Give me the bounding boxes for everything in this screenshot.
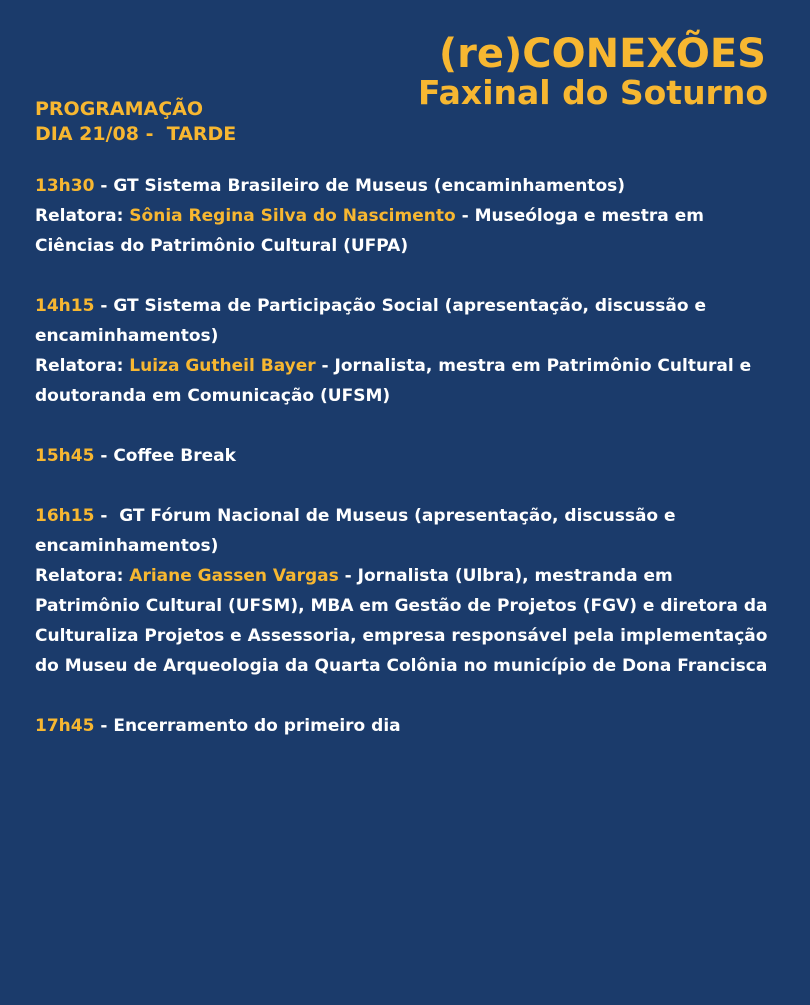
entry-title-line: [35, 441, 775, 471]
entry-person-separator: -: [455, 206, 475, 226]
entry-title: GT Fórum Nacional de Museus (apresentação, discussão e encaminhamentos): [35, 506, 676, 556]
schedule-entry-1415: [35, 291, 775, 411]
event-location: Faxinal do Soturno: [418, 73, 768, 112]
entry-person: Ariane Gassen Vargas: [129, 566, 339, 586]
entry-separator: -: [94, 296, 114, 316]
event-title: (re)CONEXÕES: [438, 31, 766, 77]
schedule-entry-1745: [35, 711, 775, 741]
entry-title: GT Sistema Brasileiro de Museus (encaminhamentos): [113, 176, 626, 196]
day-label: DIA 21/08 - TARDE: [35, 123, 237, 145]
entry-separator: -: [94, 506, 120, 526]
entry-role: Relatora:: [35, 206, 130, 226]
entry-title: Coffee Break: [113, 446, 236, 466]
program-label: PROGRAMAÇÃO: [35, 98, 204, 120]
entry-rapporteur-line: [35, 201, 775, 261]
schedule-list: [35, 171, 775, 771]
entry-person-separator: -: [338, 566, 358, 586]
entry-title-line: [35, 711, 775, 741]
entry-rapporteur-line: [35, 351, 775, 411]
entry-time: 14h15: [35, 296, 95, 316]
entry-time: 13h30: [35, 176, 95, 196]
entry-title-line: [35, 501, 775, 561]
entry-title: Encerramento do primeiro dia: [113, 716, 401, 736]
entry-title-line: [35, 291, 775, 351]
entry-bio: Museóloga e mestra em Ciências do Patrimônio Cultural (UFPA): [35, 206, 704, 256]
entry-role: Relatora:: [35, 356, 130, 376]
entry-time: 15h45: [35, 446, 95, 466]
entry-separator: -: [94, 446, 114, 466]
entry-time: 16h15: [35, 506, 95, 526]
event-title-block: [418, 31, 768, 112]
entry-title: GT Sistema de Participação Social (apresentação, discussão e encaminhamentos): [35, 296, 707, 346]
entry-bio: Jornalista, mestra em Patrimônio Cultural e doutoranda em Comunicação (UFSM): [35, 356, 752, 406]
entry-rapporteur-line: [35, 561, 775, 681]
entry-bio: Jornalista (Ulbra), mestranda em Patrimônio Cultural (UFSM), MBA em Gestão de Projetos (FGV) e diretora da Culturaliza Projetos e Assessoria, empresa responsável pela implementação do Museu de Arqueologia da Quarta Colônia no município de Dona Francisca: [35, 566, 768, 676]
schedule-entry-1545: [35, 441, 775, 471]
entry-title-line: [35, 171, 775, 201]
entry-time: 17h45: [35, 716, 95, 736]
entry-separator: -: [94, 176, 114, 196]
entry-separator: -: [94, 716, 114, 736]
schedule-entry-1615: [35, 501, 775, 681]
program-heading: [35, 97, 236, 147]
entry-person: Sônia Regina Silva do Nascimento: [129, 206, 456, 226]
entry-role: Relatora:: [35, 566, 130, 586]
entry-person-separator: -: [315, 356, 335, 376]
entry-person: Luiza Gutheil Bayer: [129, 356, 316, 376]
schedule-entry-1330: [35, 171, 775, 261]
